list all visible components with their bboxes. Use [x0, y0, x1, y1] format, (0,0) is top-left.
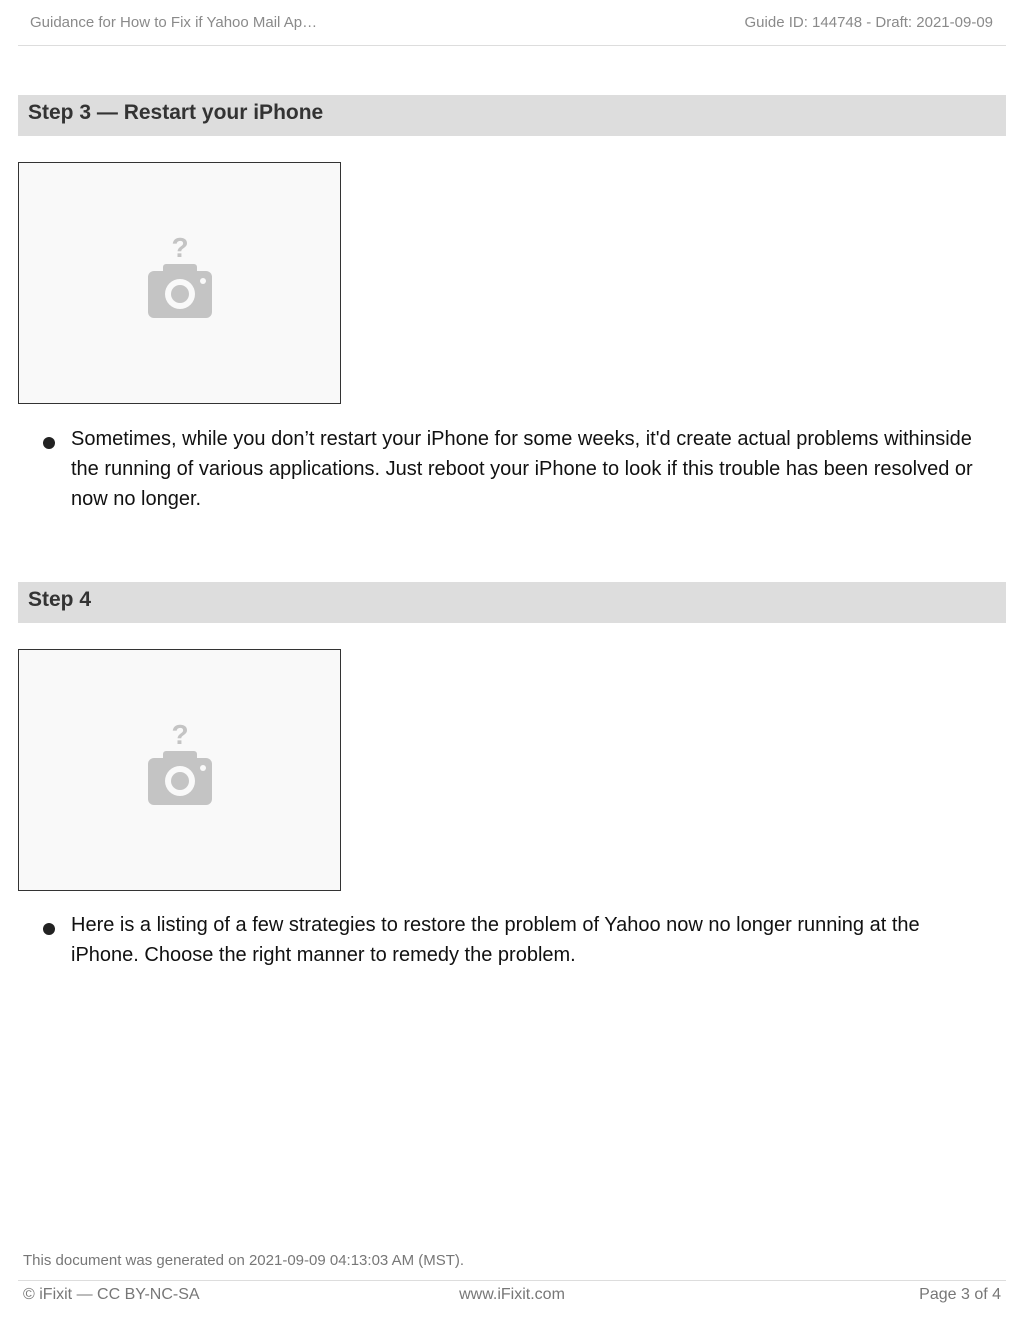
- page-header: [18, 0, 1006, 46]
- svg-text:?: ?: [171, 720, 189, 750]
- step-3-heading: Step 3 — Restart your iPhone: [18, 95, 1006, 136]
- step-3-image-placeholder: [18, 162, 341, 404]
- missing-image-camera-icon: [146, 720, 214, 808]
- step-4-image-placeholder: [18, 649, 341, 891]
- generated-note: This document was generated on 2021-09-09 04:13:03 AM (MST).: [23, 1252, 465, 1269]
- step-4-bullet-text: Here is a listing of a few strategies to restore the problem of Yahoo now no longer running at the iPhone. Choose the right manner to remedy the problem.: [71, 914, 920, 966]
- bullet-dot-icon: [43, 437, 55, 449]
- list-item: [18, 910, 1006, 970]
- site-link[interactable]: www.iFixit.com: [459, 1286, 565, 1303]
- page-footer: [18, 1280, 1006, 1310]
- bullet-dot-icon: [43, 923, 55, 935]
- step-3-bullet-text: Sometimes, while you don’t restart your iPhone for some weeks, it'd create actual problems withinside the running of various applications. Just reboot your iPhone to look if this trouble has been resolved or now no longer.: [71, 428, 973, 510]
- step-4-heading: Step 4: [18, 582, 1006, 623]
- step-4-bullet-list: [18, 910, 1006, 970]
- license-text: © iFixit — CC BY-NC-SA: [23, 1286, 200, 1303]
- page-number: Page 3 of 4: [919, 1286, 1001, 1303]
- missing-image-camera-icon: [146, 233, 214, 321]
- guide-meta: Guide ID: 144748 - Draft: 2021-09-09: [744, 14, 993, 31]
- list-item: [18, 424, 1006, 514]
- step-3-bullet-list: [18, 424, 1006, 514]
- guide-title: Guidance for How to Fix if Yahoo Mail Ap…: [30, 14, 318, 31]
- svg-text:?: ?: [171, 233, 189, 263]
